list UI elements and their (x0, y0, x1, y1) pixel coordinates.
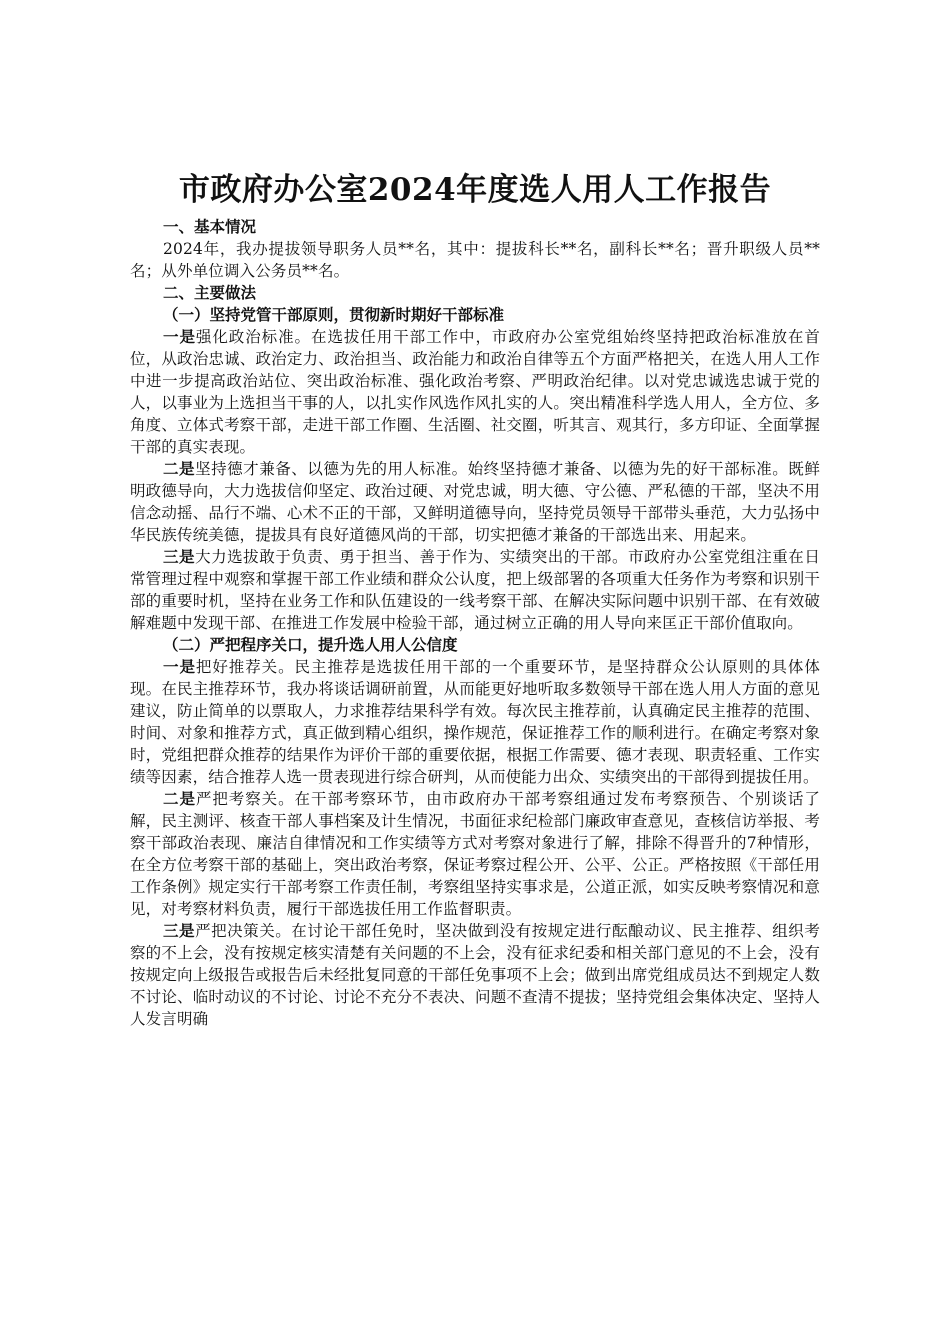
lead-label: 三是 (163, 547, 196, 566)
title-prefix: 市政府办公室 (178, 172, 368, 208)
paragraph-text: 严把考察关。在干部考察环节，由市政府办干部考察组通过发布考察预告、个别谈话了解，民主测评、核查干部人事档案及计生情况，书面征求纪检部门廉政审查意见，查核信访举报、考察干部政治表现、廉洁自律情况和工作实绩等方式对考察对象进行了解，排除不得晋升的7种情形，在全方位考察干部的基础上，突出政治考察，保证考察过程公开、公平、公正。严格按照《干部任用工作条例》规定实行干部考察工作责任制，考察组坚持实事求是，公道正派，如实反映考察情况和意见，对考察材料负责，履行干部选拔任用工作监督职责。 (130, 790, 820, 918)
paragraph-basic-situation: 2024年，我办提拔领导职务人员**名，其中：提拔科长**名，副科长**名；晋升职级人员**名；从外单位调入公务员**名。 (130, 240, 820, 280)
title-year: 2024 (367, 172, 457, 208)
paragraph-text: 强化政治标准。在选拔任用干部工作中，市政府办公室党组始终坚持把政治标准放在首位，从政治忠诚、政治定力、政治担当、政治能力和政治自律等五个方面严格把关，在选人用人工作中进一步提高政治站位、突出政治标准、强化政治考察、严明政治纪律。以对党忠诚选忠诚于党的人，以事业为上选担当干事的人，以扎实作风选作风扎实的人。突出精准科学选人用人，全方位、多角度、立体式考察干部，走进干部工作圈、生活圈、社交圈，听其言、观其行，多方印证、全面掌握干部的真实表现。 (130, 328, 820, 456)
subsection-heading-2: （二）严把程序关口，提升选人用人公信度 (163, 635, 458, 654)
lead-label: 一是 (163, 327, 196, 346)
paragraph-sub2-point1 (130, 656, 820, 788)
lead-label: 一是 (163, 657, 196, 676)
paragraph-text: 严把决策关。在讨论干部任免时，坚决做到没有按规定进行酝酿动议、民主推荐、组织考察的不上会，没有按规定核实清楚有关问题的不上会，没有征求纪委和相关部门意见的不上会，没有按规定向上级报告或报告后未经批复同意的干部任免事项不上会；做到出席党组成员达不到规定人数不讨论、临时动议的不讨论、讨论不充分不表决、问题不查清不提拔；坚持党组会集体决定、坚持人人发言明确 (130, 922, 820, 1028)
paragraph-sub1-point2 (130, 458, 820, 546)
paragraph-text: 大力选拔敢于负责、勇于担当、善于作为、实绩突出的干部。市政府办公室党组注重在日常管理过程中观察和掌握干部工作业绩和群众公认度，把上级部署的各项重大任务作为考察和识别干部的重要时机，坚持在业务工作和队伍建设的一线考察干部、在解决实际问题中识别干部、在有效破解难题中发现干部、在推进工作发展中检验干部，通过树立正确的用人导向来匡正干部价值取向。 (130, 548, 820, 632)
section-heading-basic: 一、基本情况 (163, 217, 257, 236)
document-page (130, 168, 820, 1030)
section-heading-main-practices: 二、主要做法 (163, 283, 257, 302)
paragraph-text: 把好推荐关。民主推荐是选拔任用干部的一个重要环节，是坚持群众公认原则的具体体现。在民主推荐环节，我办将谈话调研前置，从而能更好地听取多数领导干部在选人用人方面的意见建议，防止简单的以票取人，力求推荐结果科学有效。每次民主推荐前，认真确定民主推荐的范围、时间、对象和推荐方式，真正做到精心组织，操作规范，保证推荐工作的顺利进行。在确定考察对象时，党组把群众推荐的结果作为评价干部的重要依据，根据工作需要、德才表现、职责轻重、工作实绩等因素，结合推荐人选一贯表现进行综合研判，从而使能力出众、实绩突出的干部得到提拔任用。 (130, 658, 820, 786)
subsection-heading-1: （一）坚持党管干部原则，贯彻新时期好干部标准 (163, 305, 505, 324)
document-title (130, 168, 820, 212)
paragraph-text: 坚持德才兼备、以德为先的用人标准。始终坚持德才兼备、以德为先的好干部标准。既鲜明政德导向，大力选拔信仰坚定、政治过硬、对党忠诚，明大德、守公德、严私德的干部，坚决不用信念动摇、品行不端、心术不正的干部，又鲜明道德导向，坚持党员领导干部带头垂范，大力弘扬中华民族传统美德，提拔具有良好道德风尚的干部，切实把德才兼备的干部选出来、用起来。 (130, 460, 820, 544)
paragraph-sub2-point3 (130, 920, 820, 1030)
lead-label: 三是 (163, 921, 196, 940)
paragraph-sub1-point1 (130, 326, 820, 458)
lead-label: 二是 (163, 459, 196, 478)
lead-label: 二是 (163, 789, 196, 808)
paragraph-sub1-point3 (130, 546, 820, 634)
paragraph-sub2-point2 (130, 788, 820, 920)
title-suffix: 年度选人用人工作报告 (456, 172, 772, 208)
